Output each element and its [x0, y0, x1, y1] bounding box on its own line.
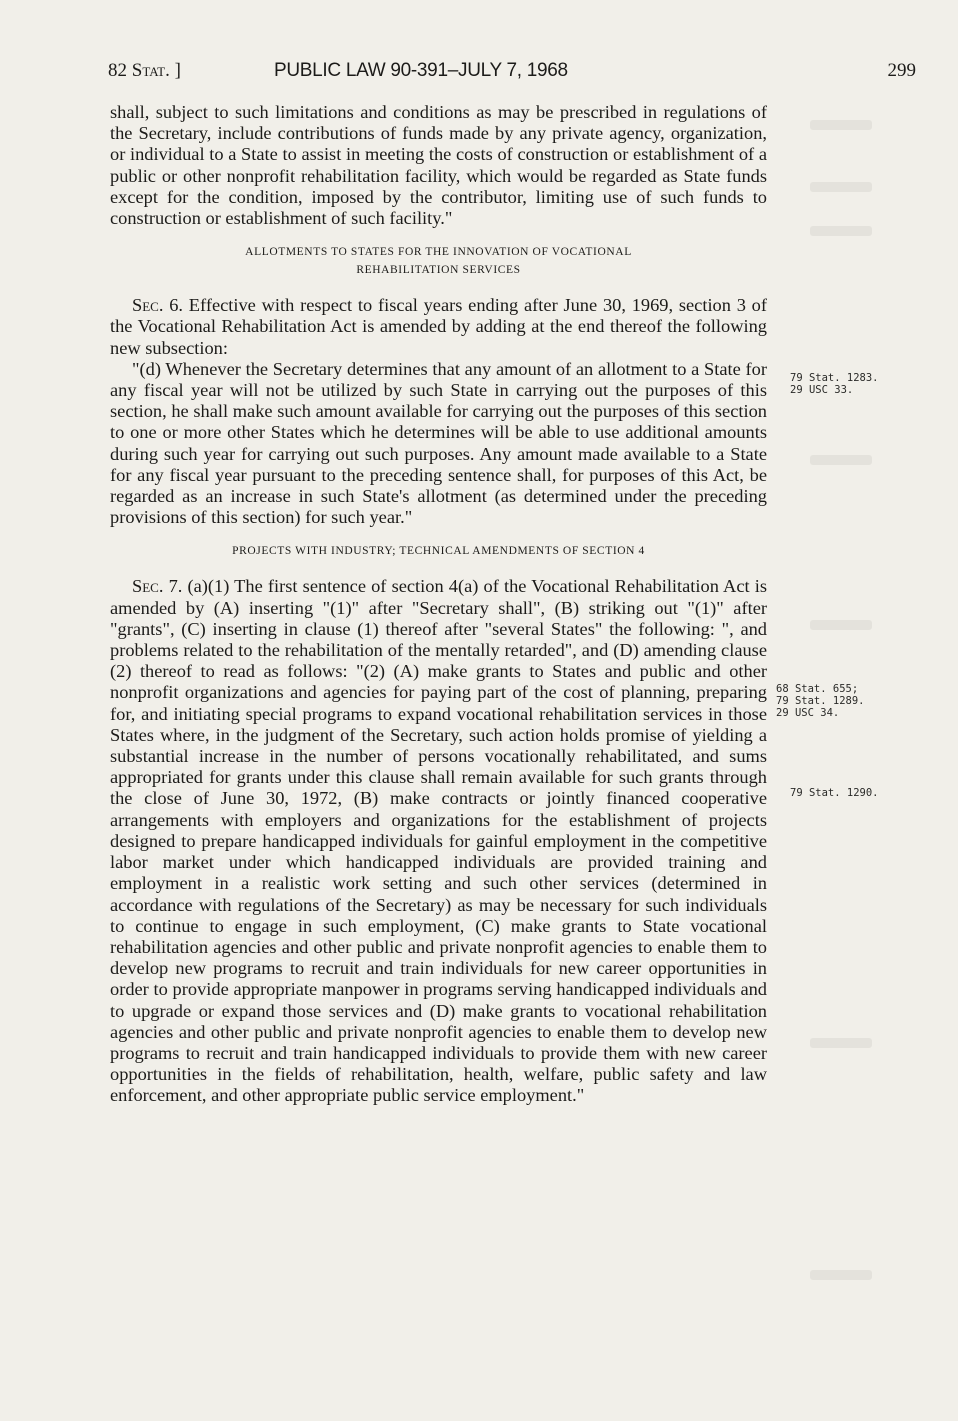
page-number: 299 — [887, 60, 916, 81]
bleed-through-mark — [810, 120, 872, 130]
margin-note-68-stat-655: 68 Stat. 655; 79 Stat. 1289. 29 USC 34. — [776, 683, 865, 719]
citation-bracket: ] — [174, 60, 181, 81]
body-text — [110, 102, 767, 1107]
subsection-d-paragraph: "(d) Whenever the Secretary determines that any amount of an allotment to a State for any fiscal year will not be utilized by such State in carrying out the purposes of this section, he shall make such amount available for carrying out the purposes of this section to one or more other States which he determines will be able to use additional amounts during such year for carrying out such purposes. Any amount made available to a State for any fiscal year pursuant to the preceding sentence shall, for purposes of this Act, be regarded as an increase in such State's allotment (as determined under the preceding provisions of this section) for such year." — [110, 358, 767, 528]
running-title: PUBLIC LAW 90-391–JULY 7, 1968 — [274, 60, 568, 81]
volume-number: 82 — [108, 60, 127, 81]
section-heading-projects: PROJECTS WITH INDUSTRY; TECHNICAL AMENDMENTS OF SECTION 4 — [232, 545, 645, 558]
bleed-through-mark — [810, 620, 872, 630]
section-6-text: Effective with respect to fiscal years ending after June 30, 1969, section 3 of the Vocational Rehabilitation Act is amended by adding at the end thereof the following new subsection: — [110, 295, 768, 358]
bleed-through-mark — [810, 182, 872, 192]
section-7-text: (a)(1) The first sentence of section 4(a) of the Vocational Rehabilitation Act is amended by (A) inserting "(1)" after "Secretary shall", (B) striking out "(1)" after "grants", (C) inserting in clause (1) thereof after "several States" the following: ", and problems related to the rehabilitation of the mentally retarded", and (D) amending clause (2) thereof to read as follows: "(2) (A) make grants to States and public and other nonprofit organizations and agencies for paying part of the cost of planning, preparing for, and initiating special programs to expand vocational rehabilitation services in those States where, in the judgment of the Secretary, such action holds promise of yielding a substantial increase in the number of persons vocationally rehabilitated, and sums appropriated for grants under this clause shall remain available for such grants through the close of June 30, 1972, (B) make contracts or jointly financed cooperative arrangements with employers and organizations for the establishment of projects designed to prepare handicapped individuals for gainful employment in the competitive labor market under which handicapped individuals are provided training and employment in a realistic work setting and such other services (determined in accordance with regulations of the Secretary) as may be necessary for such individuals to continue to engage in such employment, (C) make grants to State vocational rehabilitation agencies and other public and private nonprofit agencies to enable them to develop new programs to recruit and train individuals for new career opportunities in order to provide appropriate manpower in programs serving handicapped individuals and to upgrade or expand those services and (D) make grants to vocational rehabilitation agencies and other public and private nonprofit agencies to enable them to develop new programs to recruit and train handicapped individuals to provide them with new career opportunities in the fields of rehabilitation, health, welfare, public safety and law enforcement, and other appropriate public service employment." — [110, 576, 767, 1106]
continued-paragraph: shall, subject to such limitations and conditions as may be prescribed in regulations of the Secretary, include contributions of funds made by any private agency, organization, or individual to a State to assist in meeting the costs of construction or establishment of a public or other nonprofit rehabilitation facility, which would be regarded as State funds except for the condition, imposed by the contributor, limiting use of such funds to construction or establishment of such facility." — [110, 102, 767, 229]
section-6-paragraph — [110, 295, 767, 359]
section-7-label: Sec. 7. — [132, 576, 183, 597]
bleed-through-mark — [810, 1270, 872, 1280]
stat-abbrev: Stat. — [131, 60, 170, 81]
heading-line-2: REHABILITATION SERVICES — [356, 264, 521, 277]
margin-note-79-stat-1283: 79 Stat. 1283. 29 USC 33. — [790, 372, 879, 396]
section-heading-allotments — [110, 243, 767, 279]
heading-line-1: ALLOTMENTS TO STATES FOR THE INNOVATION OF VOCATIONAL — [245, 246, 632, 259]
bleed-through-mark — [810, 455, 872, 465]
bleed-through-mark — [810, 226, 872, 236]
page-header — [108, 60, 916, 84]
citation — [108, 60, 181, 82]
bleed-through-mark — [810, 1038, 872, 1048]
section-7-paragraph — [110, 576, 767, 1106]
section-6-label: Sec. 6. — [132, 295, 184, 316]
margin-note-79-stat-1290: 79 Stat. 1290. — [790, 787, 879, 799]
